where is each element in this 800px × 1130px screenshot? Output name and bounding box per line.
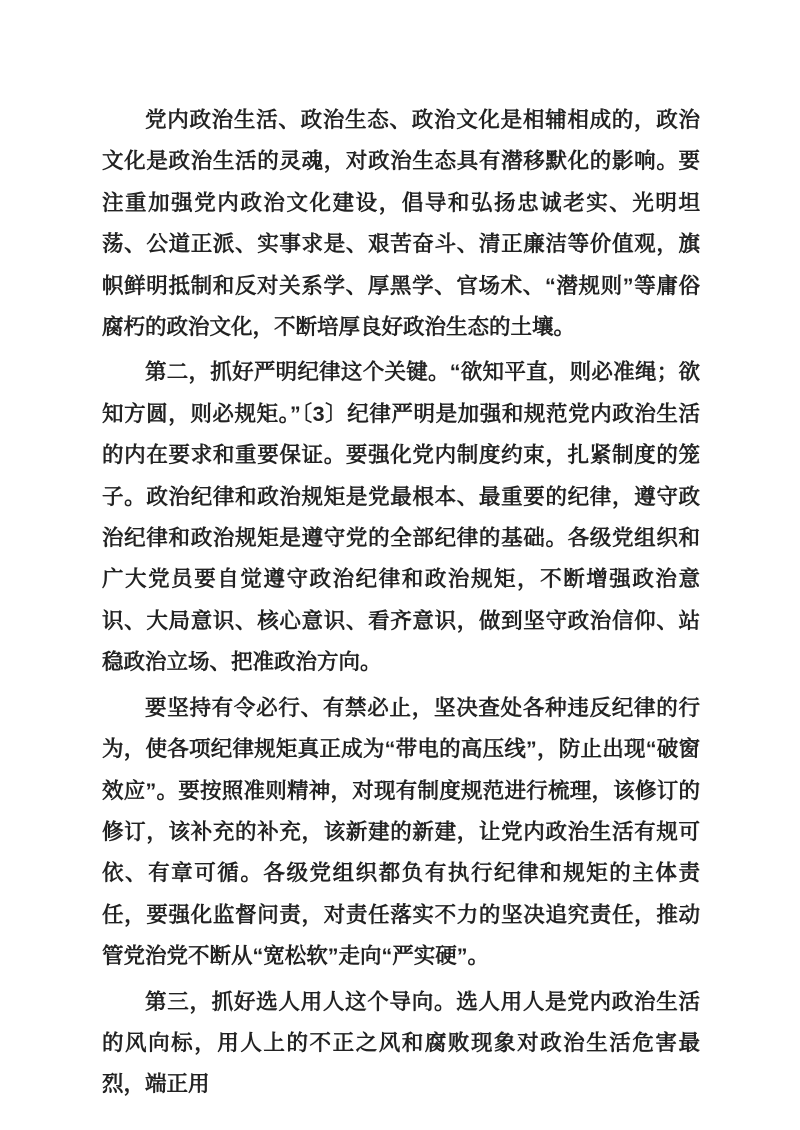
paragraph-2: 第二，抓好严明纪律这个关键。“欲知平直，则必准绳；欲知方圆，则必规矩。”〔3〕纪律严明是加强和规范党内政治生活的内在要求和重要保证。要强化党内制度约束，扎紧制度的笼子。政治纪律和政治规矩是党最根本、最重要的纪律，遵守政治纪律和政治规矩是遵守党的全部纪律的基础。各级党组织和广大党员要自觉遵守政治纪律和政治规矩，不断增强政治意识、大局意识、核心意识、看齐意识，做到坚守政治信仰、站稳政治立场、把准政治方向。	[102, 360, 700, 675]
paragraph-3: 要坚持有令必行、有禁必止，坚决查处各种违反纪律的行为，使各项纪律规矩真正成为“带电的高压线”，防止出现“破窗效应”。要按照准则精神，对现有制度规范进行梳理，该修订的修订，该补充的补充，该新建的新建，让党内政治生活有规可依、有章可循。各级党组织都负有执行纪律和规矩的主体责任，要强化监督问责，对责任落实不力的坚决追究责任，推动管党治党不断从“宽松软”走向“严实硬”。	[102, 695, 700, 969]
document-body	[102, 100, 700, 1110]
paragraph-1: 党内政治生活、政治生态、政治文化是相辅相成的，政治文化是政治生活的灵魂，对政治生态具有潜移默化的影响。要注重加强党内政治文化建设，倡导和弘扬忠诚老实、光明坦荡、公道正派、实事求是、艰苦奋斗、清正廉洁等价值观，旗帜鲜明抵制和反对关系学、厚黑学、官场术、“潜规则”等庸俗腐朽的政治文化，不断培厚良好政治生态的土壤。	[102, 108, 700, 340]
paragraph-4: 第三，抓好选人用人这个导向。选人用人是党内政治生活的风向标，用人上的不正之风和腐败现象对政治生活危害最烈，端正用	[102, 989, 700, 1097]
